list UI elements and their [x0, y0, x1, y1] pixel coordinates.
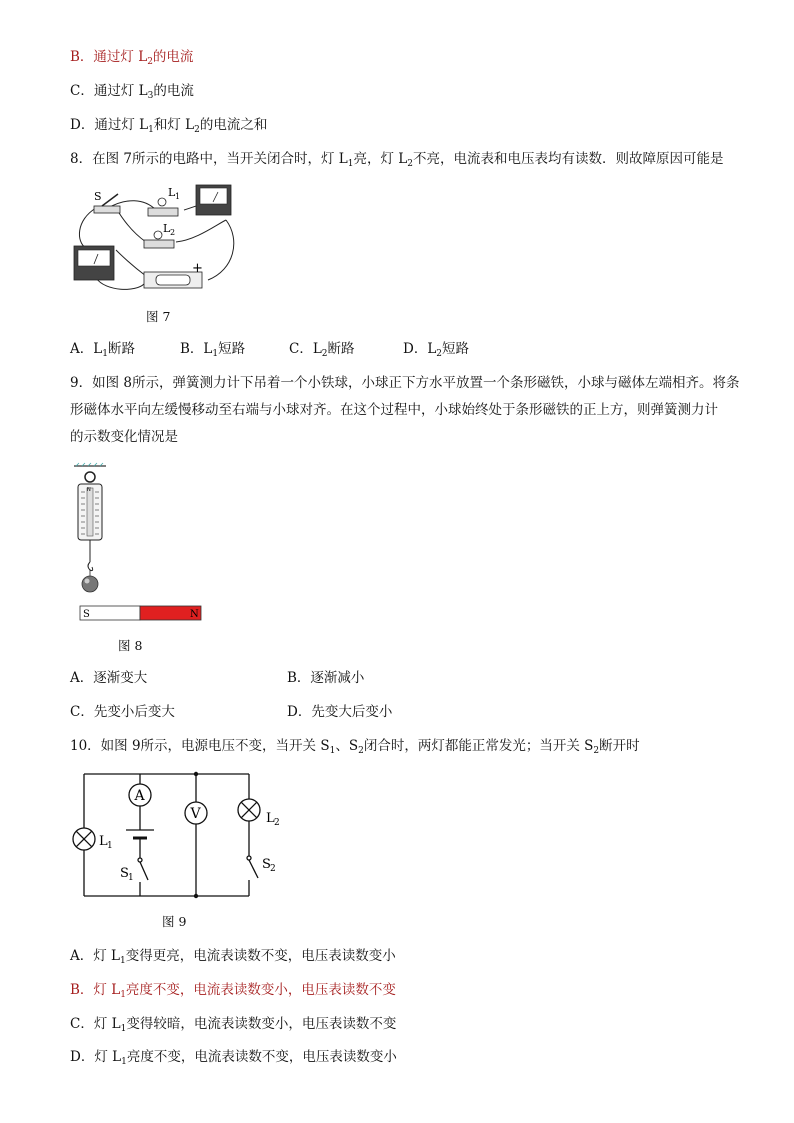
subscript: 1: [148, 125, 154, 135]
voltmeter-label: V: [190, 806, 201, 822]
q10-stem-text: 10．如图 9所示，电源电压不变，当开关 S: [70, 738, 330, 754]
subscript: 1: [120, 1024, 127, 1034]
q8-stem: [70, 150, 723, 168]
q9-option-b: B．逐渐减小: [287, 670, 365, 686]
q10-option-d-text: D．灯 L: [70, 1049, 122, 1065]
s1-label: S: [120, 866, 129, 881]
q7-option-b: [70, 48, 193, 66]
l1-sub-label: 1: [107, 841, 113, 851]
subscript: 1: [347, 159, 354, 169]
subscript: 1: [102, 349, 108, 359]
q8-option-d-text-end: 短路: [442, 341, 470, 357]
l2-label: L: [266, 811, 275, 826]
q7-option-d-text: D．通过灯 L: [70, 117, 149, 133]
subscript: 1: [120, 990, 126, 1000]
q10-option-b: [70, 981, 396, 999]
q10-option-d: [70, 1048, 397, 1066]
q7-option-b-text-end: 的电流: [152, 49, 194, 65]
q8-option-c-text-end: 断路: [327, 341, 355, 357]
q10-stem-text-end: 断开时: [599, 738, 640, 754]
q10-option-c-text: C．灯 L: [70, 1016, 121, 1032]
q7-option-d-text-mid: 和灯 L: [153, 117, 195, 133]
subscript: 1: [212, 349, 219, 359]
q10-option-a-text: A．灯 L: [70, 948, 121, 964]
q9-option-c: C．先变小后变大: [70, 704, 175, 720]
subscript: 2: [436, 349, 443, 359]
subscript: 2: [358, 746, 364, 756]
q8-option-b-text-end: 短路: [218, 341, 246, 357]
q8-stem-text-mid: 亮，灯 L: [353, 151, 408, 167]
q10-option-b-text: B．灯 L: [70, 982, 121, 998]
label-l1: L: [168, 186, 176, 199]
q8-option-d-text: D．L: [403, 341, 437, 357]
q9-stem-line-3: 的示数变化情况是: [70, 429, 178, 445]
figure-9-circuit: [68, 770, 298, 906]
figure-8-caption: 图 8: [118, 638, 143, 653]
figure-8-spring-scale: [72, 462, 212, 624]
label-plus: +: [192, 261, 203, 276]
q7-option-c-text-end: 的电流: [153, 83, 194, 99]
q7-option-c-text: C．通过灯 L: [70, 83, 148, 99]
subscript: 2: [593, 746, 600, 756]
s2-label: S: [262, 857, 271, 872]
figure-9-caption: 图 9: [162, 914, 187, 929]
q9-option-a: A．逐渐变大: [70, 670, 148, 686]
subscript: 2: [147, 57, 153, 67]
q8-option-a-text: A．L: [70, 341, 103, 357]
q8-option-a: [70, 340, 135, 358]
q9-stem-line-2: 形磁体水平向左缓慢移动至右端与小球对齐。在这个过程中，小球始终处于条形磁铁的正上方，则弹簧测力计: [70, 402, 718, 418]
q10-stem-text-post: 闭合时，两灯都能正常发光；当开关 S: [363, 738, 594, 754]
subscript: 2: [407, 159, 413, 169]
figure-7-circuit: [66, 180, 246, 298]
q7-option-d: [70, 116, 267, 134]
q9-stem-line-1: 9．如图 8所示，弹簧测力计下吊着一个小铁球，小球正下方水平放置一个条形磁铁，小球与磁体左端相齐。将条: [70, 375, 740, 391]
q10-option-b-text-end: 亮度不变，电流表读数变小，电压表读数不变: [125, 982, 396, 998]
scale-unit-label: N: [87, 487, 91, 493]
q10-stem: [70, 737, 640, 755]
q10-option-c-text-end: 变得较暗，电流表读数变小，电压表读数不变: [126, 1016, 397, 1032]
ammeter-label: A: [134, 788, 145, 804]
q8-option-b: [180, 340, 245, 358]
label-l2-sub: 2: [170, 228, 176, 237]
subscript: 3: [147, 91, 154, 101]
l2-sub-label: 2: [274, 818, 280, 828]
label-s: S: [94, 190, 102, 203]
subscript: 1: [120, 956, 126, 966]
q8-option-c-text: C．L: [289, 341, 322, 357]
subscript: 1: [329, 746, 336, 756]
q10-option-a: [70, 947, 396, 965]
s2-sub-label: 2: [270, 864, 276, 874]
q7-option-b-text: B．通过灯 L: [70, 49, 148, 65]
s1-sub-label: 1: [128, 873, 134, 883]
l1-label: L: [99, 834, 108, 849]
label-l1-sub: 1: [175, 192, 181, 201]
q8-stem-text-end: 不亮，电流表和电压表均有读数．则故障原因可能是: [412, 151, 724, 167]
figure-7-caption: 图 7: [146, 309, 171, 324]
q7-option-c: [70, 82, 194, 100]
q8-option-b-text: B．L: [180, 341, 213, 357]
subscript: 2: [321, 349, 328, 359]
q10-option-d-text-end: 亮度不变，电流表读数不变，电压表读数变小: [126, 1049, 397, 1065]
magnet-n-label: N: [190, 609, 199, 620]
q10-option-a-text-end: 变得更亮，电流表读数不变，电压表读数变小: [125, 948, 396, 964]
q8-option-c: [289, 340, 355, 358]
q8-stem-text: 8．在图 7所示的电路中，当开关闭合时，灯 L: [70, 151, 348, 167]
q10-option-c: [70, 1015, 396, 1033]
q8-option-d: [403, 340, 469, 358]
magnet-s-label: S: [83, 609, 90, 620]
q10-stem-text-mid: 、S: [335, 738, 359, 754]
label-l2: L: [163, 222, 171, 235]
subscript: 1: [121, 1057, 127, 1067]
q7-option-d-text-end: 的电流之和: [199, 117, 268, 133]
q8-option-a-text-end: 断路: [107, 341, 135, 357]
q9-option-d: D．先变大后变小: [287, 704, 393, 720]
subscript: 2: [194, 125, 200, 135]
